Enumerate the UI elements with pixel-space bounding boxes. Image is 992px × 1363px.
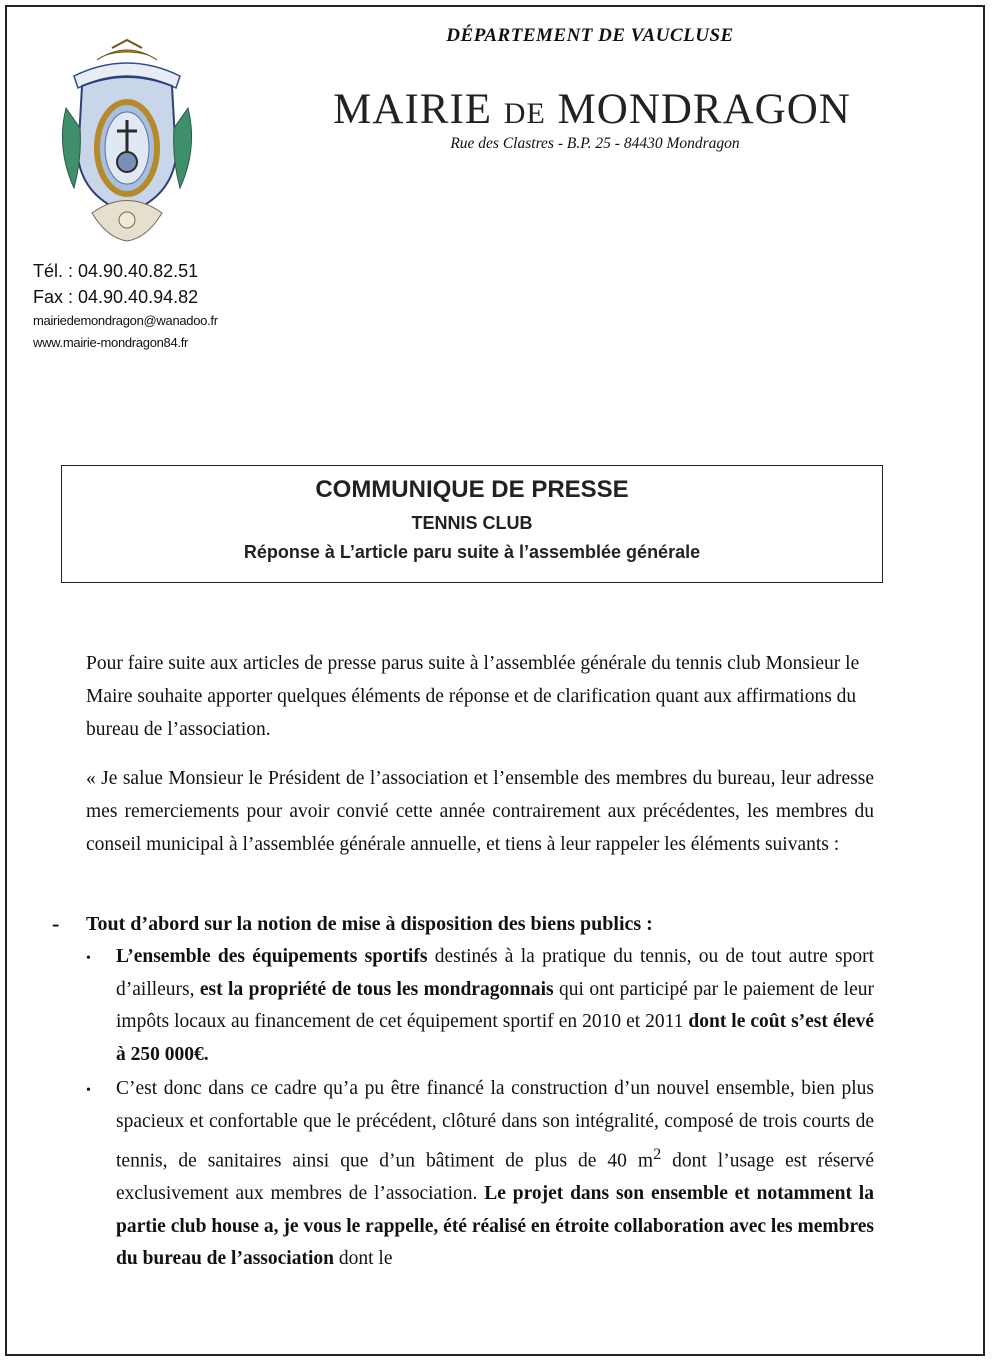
department-heading: DÉPARTEMENT DE VAUCLUSE [446, 25, 734, 46]
bullet1-bold-2: est la propriété de tous les mondragonnais [199, 978, 554, 1000]
press-release-subtitle: TENNIS CLUB [411, 513, 533, 533]
bullet2-text-1: C’est donc dans ce cadre qu’a pu être financé la construction d’un nouvel ensemble, bien plus spacieux et confortable que le précédent, clôturé dans son intégralité, composé de trois courts de tennis, de sanitaires ainsi que d’un bâtiment de plus de 40 m [116, 1078, 874, 1172]
bullet-marker: • [86, 951, 91, 966]
dash-marker: - [52, 911, 60, 936]
bullet2-bold-1: Le projet dans son ensemble et notamment la partie club house a, je vous le rappelle, été réalisé en étroite collaboration avec les membres du bureau de l’association [116, 1183, 874, 1269]
section-heading-public-goods: Tout d’abord sur la notion de mise à disposition des biens publics : [86, 913, 653, 935]
bullet1-bold-1: L’ensemble des équipements sportifs [116, 946, 428, 967]
address-line: Rue des Clastres - B.P. 25 - 84430 Mondragon [450, 135, 740, 152]
fax: Fax : 04.90.40.94.82 [33, 287, 199, 307]
bullet1-text-1: destinés à la pratique du tennis, ou de tout autre sport d’ailleurs, [116, 946, 875, 1000]
bullet2-superscript: 2 [653, 1145, 662, 1163]
bullet1-bold-3: dont le coût s’est élevé à 250 000€. [116, 1011, 874, 1065]
mairie-title [292, 85, 892, 134]
press-release-box [61, 465, 883, 583]
email: mairiedemondragon@wanadoo.fr [33, 313, 218, 328]
bullet-item-construction [116, 1073, 874, 1276]
mairie-title-part2: MONDRAGON [557, 86, 851, 133]
bullet2-text-2: dont l’usage est réservé exclusivement aux membres de l’association. [116, 1150, 874, 1204]
bullet1-text-2: qui ont participé par le paiement de leur impôts locaux au financement de cet équipement sportif en 2010 et 2011 [116, 978, 874, 1032]
website: www.mairie-mondragon84.fr [33, 335, 189, 350]
bullet2-text-3: dont le [333, 1248, 393, 1269]
paragraph-mayor-quote: « Je salue Monsieur le Président de l’association et l’ensemble des membres du bureau, leur adresse mes remerciements pour avoir convié cette année contrairement aux précédentes, les membres du conseil municipal à l’assemblée générale annuelle, et tiens à leur rappeler les éléments suivants : [86, 768, 874, 855]
contact-block [33, 258, 218, 354]
mairie-title-part1: MAIRIE [333, 86, 493, 133]
bullet-marker: • [86, 1083, 91, 1098]
press-release-title: COMMUNIQUE DE PRESSE [315, 476, 629, 503]
coat-of-arms-logo [52, 38, 202, 243]
mairie-title-de: DE [503, 97, 546, 130]
press-release-subject: Réponse à L’article paru suite à l’assemblée générale [243, 542, 701, 562]
paragraph-intro: Pour faire suite aux articles de presse parus suite à l’assemblée générale du tennis club Monsieur le Maire souhaite apporter quelques éléments de réponse et de clarification quant aux affirmations du bureau de l’association. [86, 653, 860, 740]
bullet-item-equipment [116, 941, 874, 1071]
telephone: Tél. : 04.90.40.82.51 [33, 261, 199, 281]
